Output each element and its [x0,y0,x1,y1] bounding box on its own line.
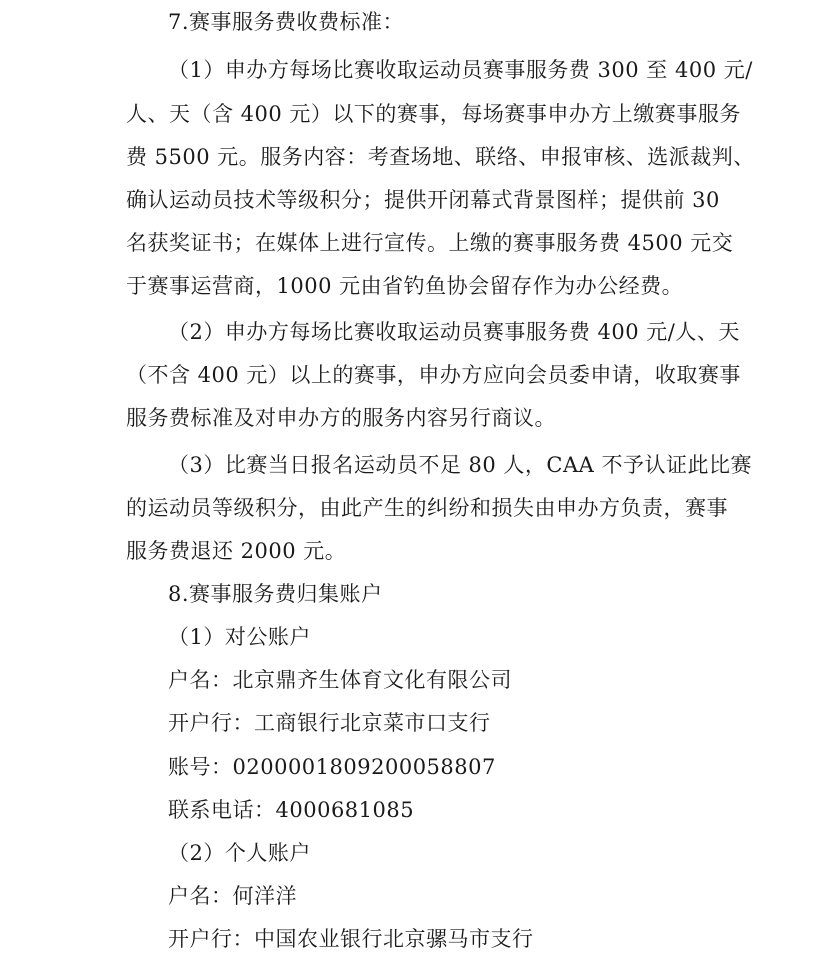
section-7-heading: 7.赛事服务费收费标准： [168,10,405,34]
personal-account-name: 户名：何洋洋 [168,884,297,908]
corporate-account-name: 户名：北京鼎齐生体育文化有限公司 [168,668,512,692]
item-3-line-3: 服务费退还 2000 元。 [126,539,347,563]
corporate-phone: 联系电话：4000681085 [168,798,415,822]
corporate-account-number: 账号：0200001809200058807 [168,755,496,779]
item-1-line-2: 人、天（含 400 元）以下的赛事，每场赛事申办方上缴赛事服务 [126,102,741,126]
item-2-line-1: （2）申办方每场比赛收取运动员赛事服务费 400 元/人、天 [168,320,740,344]
personal-bank: 开户行：中国农业银行北京骡马市支行 [168,927,534,951]
item-2-line-3: 服务费标准及对申办方的服务内容另行商议。 [126,406,556,430]
corporate-bank: 开户行：工商银行北京菜市口支行 [168,711,491,735]
item-2-line-2: （不含 400 元）以上的赛事，申办方应向会员委申请，收取赛事 [126,363,741,387]
corporate-account-title: （1）对公账户 [168,625,311,649]
item-1-line-3: 费 5500 元。服务内容：考查场地、联络、申报审核、选派裁判、 [126,145,755,169]
item-1-line-4: 确认运动员技术等级积分；提供开闭幕式背景图样；提供前 30 [126,188,720,212]
item-1-line-5: 名获奖证书；在媒体上进行宣传。上缴的赛事服务费 4500 元交 [126,231,734,255]
item-1-line-1: （1）申办方每场比赛收取运动员赛事服务费 300 至 400 元/ [168,58,753,82]
section-8-heading: 8.赛事服务费归集账户 [168,582,383,606]
item-3-line-1: （3）比赛当日报名运动员不足 80 人，CAA 不予认证此比赛 [168,453,753,477]
item-3-line-2: 的运动员等级积分，由此产生的纠纷和损失由申办方负责，赛事 [126,496,728,520]
personal-account-title: （2）个人账户 [168,841,311,865]
item-1-line-6: 于赛事运营商，1000 元由省钓鱼协会留存作为办公经费。 [126,274,684,298]
